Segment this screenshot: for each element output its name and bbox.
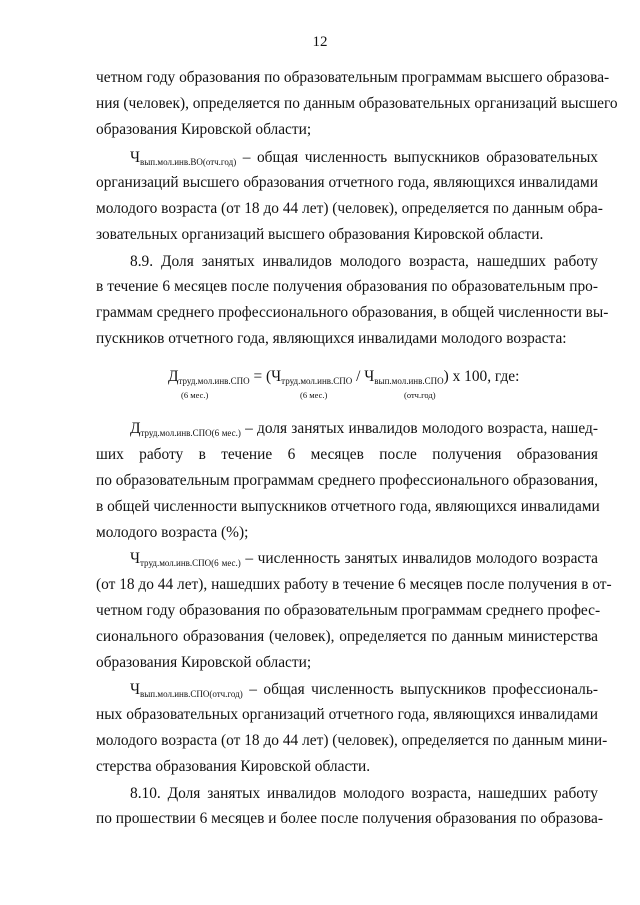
text-line: ших работу в течение 6 месяцев после получения образования (96, 446, 598, 463)
section-heading-8-9: 8.9. Доля занятых инвалидов молодого возраста, нашедших работу (130, 253, 598, 270)
text-line: организаций высшего образования отчетного года, являющихся инвалидами (96, 174, 598, 191)
text-line: ния (человек), определяется по данным образовательных организаций высшего (96, 95, 618, 112)
text-line: пускников отчетного года, являющихся инвалидами молодого возраста: (96, 330, 567, 347)
text-line: четном году образования по образовательным программам высшего образова- (96, 69, 610, 86)
formula-equals: = (Ч (249, 368, 282, 385)
definition-text: – общая численность выпускников образовательных (236, 149, 598, 166)
formula-slash: / Ч (352, 368, 375, 385)
text-line: сионального образования (человек), определяется по данным министерства (96, 628, 598, 645)
text-line: молодого возраста (от 18 до 44 лет) (человек), определяется по данным мини- (96, 732, 608, 749)
page-number: 12 (312, 34, 328, 50)
symbol-subscript: вып.мол.инв.СПО(отч.год) (140, 689, 243, 699)
formula-numerator-subscript: труд.мол.инв.СПО (281, 376, 353, 386)
text-line: в течение 6 месяцев после получения образования по образовательным про- (96, 278, 598, 295)
definition-text: – численность занятых инвалидов молодого возраста (240, 550, 598, 567)
formula-denominator-subscript: вып.мол.инв.СПО (374, 376, 444, 386)
formula-expression (168, 368, 519, 386)
text-line: в общей численности выпускников отчетного года, являющихся инвалидами (96, 498, 600, 515)
definition-text: – доля занятых инвалидов молодого возраста, нашед- (240, 420, 598, 437)
formula-denominator-underscript: (отч.год) (404, 390, 436, 400)
text-line: стерства образования Кировской области. (96, 758, 371, 775)
text-line: по образовательным программам среднего профессионального образования, (96, 472, 598, 489)
text-line: образования Кировской области; (96, 654, 312, 671)
text-line: по прошествии 6 месяцев и более после получения образования по образова- (96, 810, 603, 827)
symbol: Д (130, 420, 141, 437)
symbol-subscript: труд.мол.инв.СПО(6 мес.) (140, 558, 241, 568)
symbol: Ч (130, 681, 141, 698)
symbol: Ч (130, 550, 141, 567)
text-line: молодого возраста (от 18 до 44 лет) (человек), определяется по данным обра- (96, 200, 603, 217)
text-line: зовательных организаций высшего образования Кировской области. (96, 226, 544, 243)
section-heading-8-10: 8.10. Доля занятых инвалидов молодого возраста, нашедших работу (130, 785, 598, 802)
symbol: Ч (130, 149, 141, 166)
formula (0, 366, 640, 406)
formula-tail: ) х 100, где: (443, 368, 520, 385)
definition-line (130, 419, 598, 443)
formula-lhs-underscript: (6 мес.) (181, 390, 209, 400)
text-line: молодого возраста (%); (96, 524, 249, 541)
definition-line (130, 549, 598, 573)
formula-numerator-underscript: (6 мес.) (300, 390, 328, 400)
formula-lhs: Д (168, 368, 179, 385)
definition-line (130, 680, 598, 704)
text-line: граммам среднего профессионального образования, в общей численности вы- (96, 304, 609, 321)
symbol-subscript: труд.мол.инв.СПО(6 мес.) (140, 428, 241, 438)
text-line: (от 18 до 44 лет), нашедших работу в течение 6 месяцев после получения в от- (96, 576, 612, 593)
text-line: образования Кировской области; (96, 121, 312, 138)
definition-line (130, 148, 598, 172)
text-line: ных образовательных организаций отчетного года, являющихся инвалидами (96, 706, 598, 723)
text-line: четном году образования по образовательным программам среднего профес- (96, 602, 601, 619)
formula-lhs-subscript: труд.мол.инв.СПО (178, 376, 250, 386)
symbol-subscript: вып.мол.инв.ВО(отч.год) (140, 157, 237, 167)
definition-text: – общая численность выпускников профессиональ- (242, 681, 598, 698)
